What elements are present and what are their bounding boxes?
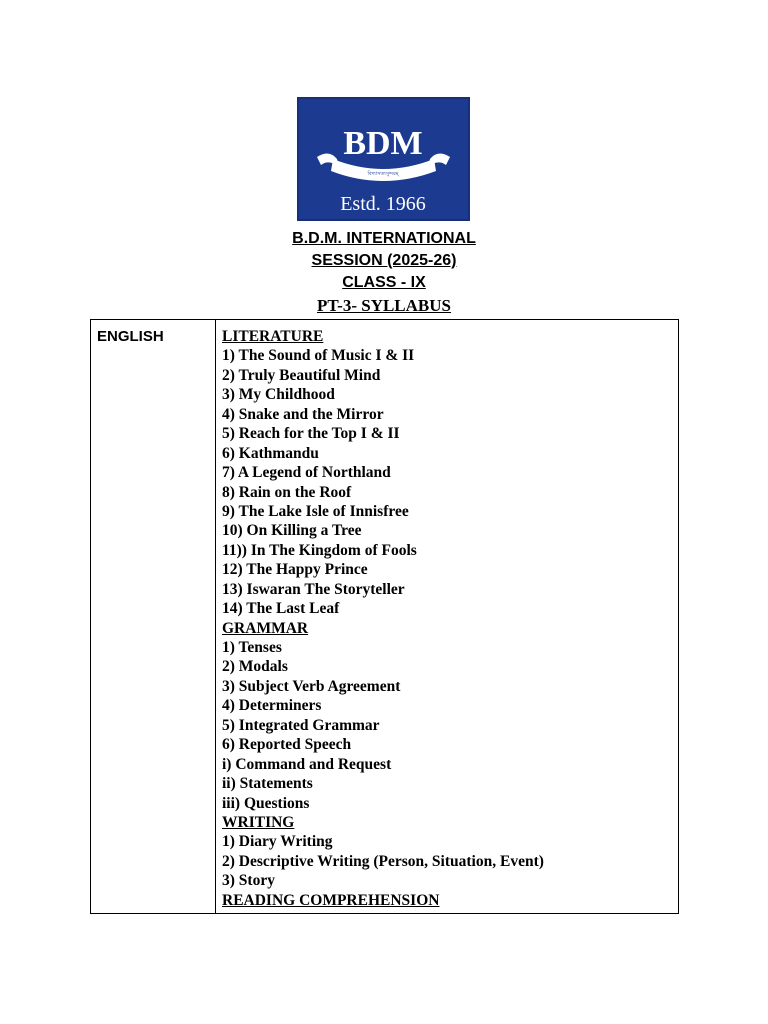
- list-item: 11)) In The Kingdom of Fools: [222, 541, 417, 559]
- section-heading-literature: LITERATURE: [222, 328, 324, 345]
- list-item: 5) Integrated Grammar: [222, 716, 380, 734]
- section-heading-grammar: GRAMMAR: [222, 619, 309, 637]
- list-item: iii) Questions: [222, 794, 310, 812]
- list-item: 6) Kathmandu: [222, 444, 319, 462]
- school-logo: [297, 97, 470, 221]
- list-item: 1) The Sound of Music I & II: [222, 347, 415, 365]
- logo-established: Estd. 1966: [340, 193, 426, 215]
- list-item: 1) Tenses: [222, 639, 282, 656]
- school-name: B.D.M. INTERNATIONAL: [292, 230, 476, 247]
- list-item: 1) Diary Writing: [222, 833, 333, 851]
- list-item: 4) Determiners: [222, 697, 322, 715]
- exam-title: PT-3- SYLLABUS: [317, 296, 451, 315]
- class-title: CLASS - IX: [342, 274, 426, 291]
- list-item: i) Command and Request: [222, 755, 392, 773]
- list-item: 3) Story: [222, 872, 275, 890]
- session-title: SESSION (2025-26): [311, 252, 457, 269]
- list-item: 7) A Legend of Northland: [222, 464, 391, 482]
- section-heading-reading-comprehension: READING COMPREHENSION: [222, 891, 440, 909]
- list-item: 2) Modals: [222, 658, 288, 676]
- list-item: 4) Snake and the Mirror: [222, 405, 384, 423]
- syllabus-table: [90, 319, 679, 914]
- list-item: 9) The Lake Isle of Innisfree: [222, 502, 409, 520]
- list-item: 2) Truly Beautiful Mind: [222, 366, 381, 384]
- logo-motto: বিদ্যাসত্যসুন্দরম্: [367, 171, 399, 177]
- list-item: 10) On Killing a Tree: [222, 522, 362, 540]
- list-item: 13) Iswaran The Storyteller: [222, 580, 405, 598]
- syllabus-content-cell: [222, 327, 678, 910]
- list-item: 5) Reach for the Top I & II: [222, 425, 400, 443]
- list-item: ii) Statements: [222, 775, 313, 793]
- subject-cell: ENGLISH: [91, 320, 216, 913]
- list-item: 6) Reported Speech: [222, 736, 352, 754]
- section-heading-writing: WRITING: [222, 813, 295, 831]
- list-item: 3) Subject Verb Agreement: [222, 677, 401, 695]
- list-item: 8) Rain on the Roof: [222, 483, 352, 501]
- list-item: 3) My Childhood: [222, 386, 335, 404]
- list-item: 12) The Happy Prince: [222, 561, 368, 579]
- logo-monogram: BDM: [343, 125, 423, 162]
- list-item: 14) The Last Leaf: [222, 600, 340, 618]
- school-crest-icon: [299, 99, 468, 219]
- list-item: 2) Descriptive Writing (Person, Situation, Event): [222, 852, 544, 870]
